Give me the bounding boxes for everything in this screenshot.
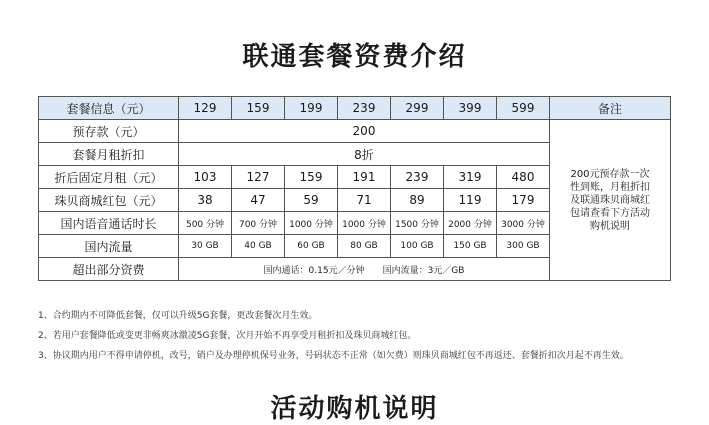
plan-header-cell: 399 xyxy=(444,97,497,120)
note-item: 1、合约期内不可降低套餐，仅可以升级5G套餐，更改套餐次月生效。 xyxy=(38,311,318,321)
plan-header-cell: 599 xyxy=(497,97,550,120)
row-label: 套餐月租折扣 xyxy=(39,143,179,166)
table-cell: 100 GB xyxy=(391,235,444,258)
table-cell: 159 xyxy=(285,166,338,189)
table-cell: 500 分钟 xyxy=(179,212,232,235)
table-cell: 127 xyxy=(232,166,285,189)
notes-list xyxy=(38,310,678,370)
overage-value: 国内通话：0.15元／分钟 国内流量：3元／GB xyxy=(179,258,550,281)
table-cell: 191 xyxy=(338,166,391,189)
table-cell: 71 xyxy=(338,189,391,212)
row-label: 预存款（元） xyxy=(39,120,179,143)
table-cell: 119 xyxy=(444,189,497,212)
table-cell: 1000 分钟 xyxy=(285,212,338,235)
deposit-value: 200 xyxy=(179,120,550,143)
header-label: 套餐信息（元） xyxy=(39,97,179,120)
table-cell: 1000 分钟 xyxy=(338,212,391,235)
table-cell: 30 GB xyxy=(179,235,232,258)
table-cell: 40 GB xyxy=(232,235,285,258)
discount-value: 8折 xyxy=(179,143,550,166)
table-cell: 59 xyxy=(285,189,338,212)
table-cell: 1500 分钟 xyxy=(391,212,444,235)
table-cell: 2000 分钟 xyxy=(444,212,497,235)
remark-header: 备注 xyxy=(550,97,671,120)
plan-table xyxy=(38,96,671,281)
plan-header-cell: 129 xyxy=(179,97,232,120)
plan-header-cell: 159 xyxy=(232,97,285,120)
table-cell: 3000 分钟 xyxy=(497,212,550,235)
table-row-deposit xyxy=(39,120,671,143)
table-cell: 38 xyxy=(179,189,232,212)
table-cell: 47 xyxy=(232,189,285,212)
remark-cell: 200元预存款一次性到账，月租折扣及联通珠贝商城红包请查看下方活动购机说明 xyxy=(550,120,671,281)
table-cell: 179 xyxy=(497,189,550,212)
plan-header-cell: 239 xyxy=(338,97,391,120)
table-cell: 319 xyxy=(444,166,497,189)
plan-header-cell: 199 xyxy=(285,97,338,120)
note-item: 2、若用户套餐降低或变更非畅爽冰激凌5G套餐，次月开始不再享受月租折扣及珠贝商城红包。 xyxy=(38,331,417,341)
row-label: 超出部分资费 xyxy=(39,258,179,281)
table-cell: 239 xyxy=(391,166,444,189)
row-label: 国内语音通话时长 xyxy=(39,212,179,235)
table-header-row xyxy=(39,97,671,120)
table-cell: 300 GB xyxy=(497,235,550,258)
table-cell: 80 GB xyxy=(338,235,391,258)
section-title: 活动购机说明 xyxy=(270,394,439,424)
table-cell: 103 xyxy=(179,166,232,189)
table-cell: 150 GB xyxy=(444,235,497,258)
table-cell: 60 GB xyxy=(285,235,338,258)
row-label: 国内流量 xyxy=(39,235,179,258)
table-cell: 700 分钟 xyxy=(232,212,285,235)
row-label: 折后固定月租（元） xyxy=(39,166,179,189)
row-label: 珠贝商城红包（元） xyxy=(39,189,179,212)
table-cell: 89 xyxy=(391,189,444,212)
table-cell: 480 xyxy=(497,166,550,189)
plan-header-cell: 299 xyxy=(391,97,444,120)
page-title: 联通套餐资费介绍 xyxy=(242,42,467,72)
note-item: 3、协议期内用户不得申请停机，改号，销户及办理停机保号业务，号码状态不正常（如欠费）则珠贝商城红包不再返还、套餐折扣次月起不再生效。 xyxy=(38,351,629,361)
